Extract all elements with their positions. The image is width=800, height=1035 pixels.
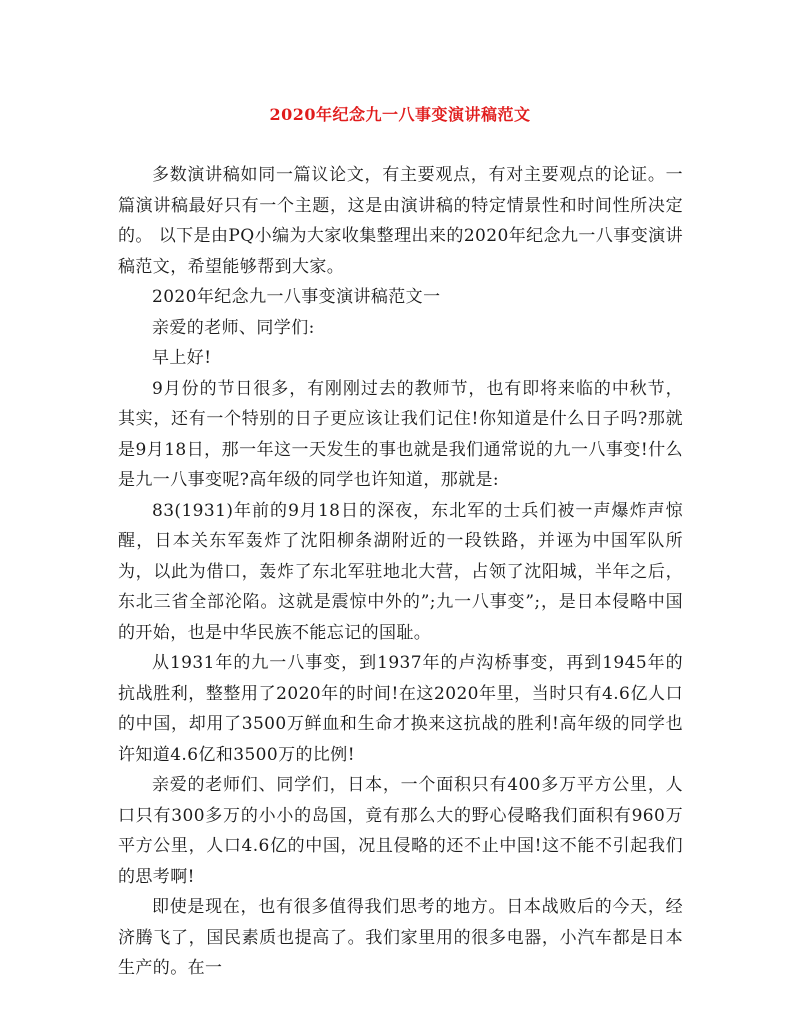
paragraph-present-day: 即使是现在，也有很多值得我们思考的地方。日本战败后的今天，经济腾飞了，国民素质也提高了。我们家里用的很多电器，小汽车都是日本生产的。在一 bbox=[118, 897, 683, 978]
paragraph-war-years: 从1931年的九一八事变，到1937年的卢沟桥事变，再到1945年的抗战胜利，整整用了2020年的时间!在这2020年里，当时只有4.6亿人口的中国，却用了3500万鲜血和生命才换来这抗战的胜利!高年级的同学也许知道4.6亿和3500万的比例! bbox=[118, 653, 683, 765]
paragraph-history: 83(1931)年前的9月18日的深夜，东北军的士兵们被一声爆炸声惊醒，日本关东军轰炸了沈阳柳条湖附近的一段铁路，并诬为中国军队所为，以此为借口，轰炸了东北军驻地北大营，占领了沈阳城，半年之后，东北三省全部沦陷。这就是震惊中外的”;九一八事变”;，是日本侵略中国的开始，也是中华民族不能忘记的国耻。 bbox=[118, 500, 683, 643]
paragraph-subtitle: 2020年纪念九一八事变演讲稿范文一 bbox=[152, 287, 441, 307]
document-body bbox=[118, 160, 683, 984]
paragraph-salutation: 亲爱的老师、同学们: bbox=[152, 317, 315, 338]
paragraph-japan-comparison: 亲爱的老师们、同学们，日本，一个面积只有400多万平方公里，人口只有300多万的小小的岛国，竟有那么大的野心侵略我们面积有960万平方公里，人口4.6亿的中国，况且侵略的还不止中国!这不能不引起我们的思考啊! bbox=[118, 775, 683, 887]
document-title: 2020年纪念九一八事变演讲稿范文 bbox=[269, 105, 531, 124]
paragraph-greeting: 早上好! bbox=[152, 348, 212, 368]
paragraph-intro: 多数演讲稿如同一篇议论文，有主要观点，有对主要观点的论证。一篇演讲稿最好只有一个主题，这是由演讲稿的特定情景性和时间性所决定的。 以下是由PQ小编为大家收集整理出来的2020年纪念九一八事变演讲稿范文，希望能够帮到大家。 bbox=[118, 165, 683, 277]
paragraph-september: 9月份的节日很多，有刚刚过去的教师节，也有即将来临的中秋节，其实，还有一个特别的日子更应该让我们记住!你知道是什么日子吗?那就是9月18日，那一年这一天发生的事也就是我们通常说的九一八事变!什么是九一八事变呢?高年级的同学也许知道，那就是: bbox=[118, 378, 683, 490]
